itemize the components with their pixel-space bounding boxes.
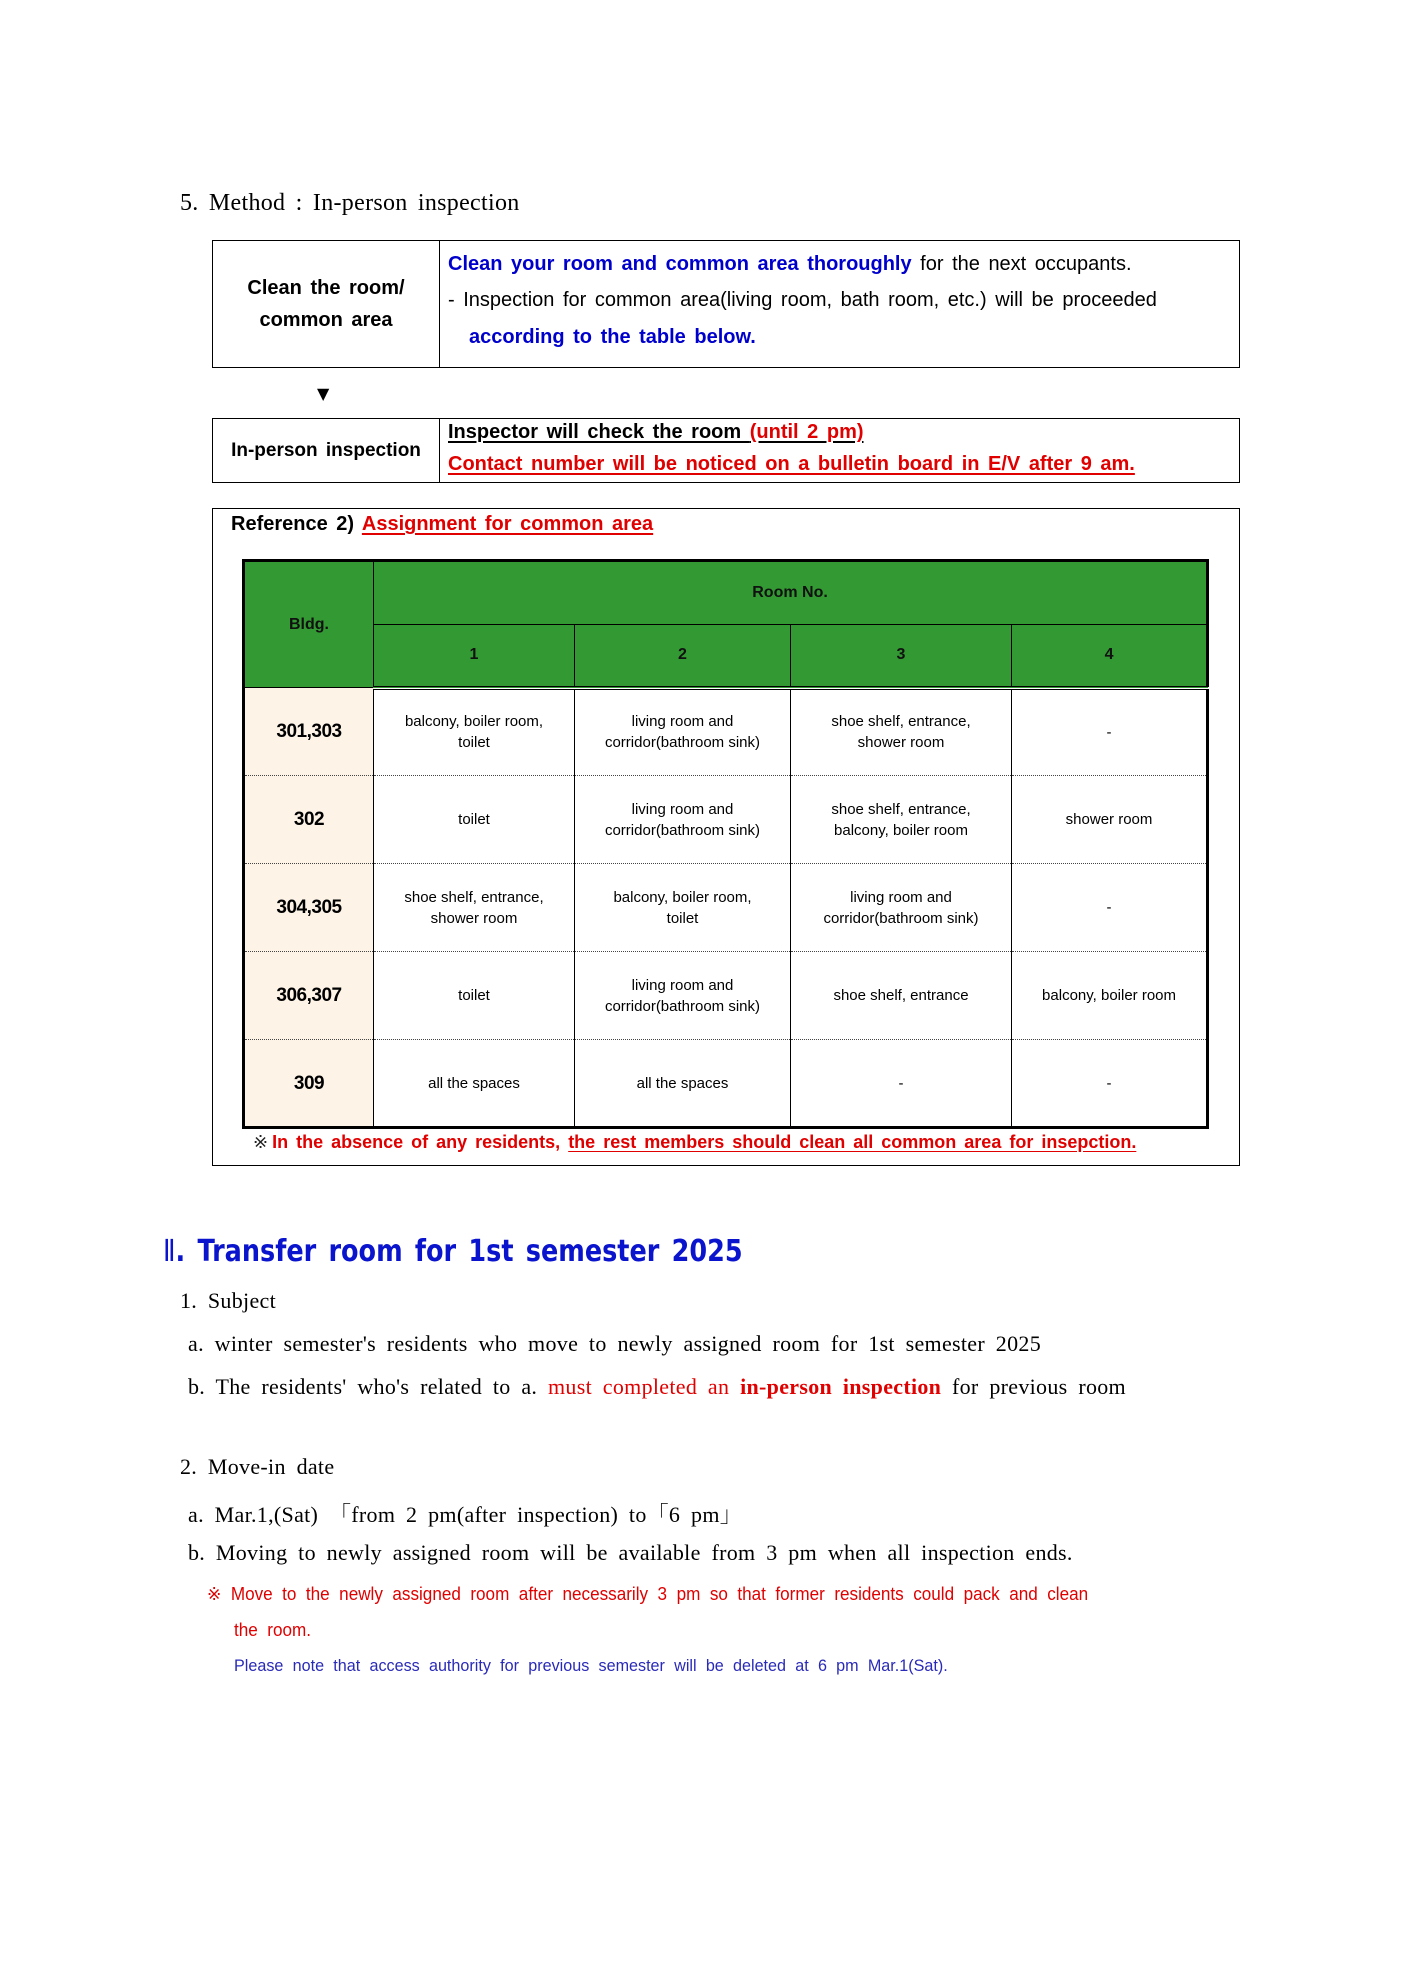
reference-box (212, 508, 1240, 1166)
section-numeral: Ⅱ (163, 1234, 176, 1269)
step-clean-label-line2: common area (259, 309, 393, 331)
note-mark-icon: ※ (253, 1132, 269, 1152)
step-in-person-inspection (212, 418, 1240, 483)
inspector-check-text (448, 421, 864, 444)
assignment-cell-line: - (1106, 899, 1112, 916)
clean-instruction-rest: for the next occupants. (911, 253, 1132, 275)
reference-prefix: Reference 2) (231, 513, 362, 535)
header-room-3: 3 (791, 625, 1012, 688)
section2-title-text: . Transfer room for 1st semester 2025 (175, 1234, 743, 1269)
assignment-cell-line: shower room (857, 734, 945, 752)
assignment-cell-room-3 (791, 952, 1012, 1040)
step-clean-label (213, 241, 440, 367)
assignment-cell-line: toilet (458, 987, 490, 1004)
assignment-cell-room-4 (1012, 776, 1208, 864)
subject-b-red-bold: in-person inspection (740, 1374, 942, 1399)
table-row (244, 864, 1208, 952)
move-in-note-line2: the room. (234, 1620, 311, 1640)
assignment-cell-room-1 (374, 776, 575, 864)
move-in-item-a: a. Mar.1,(Sat) 「from 2 pm(after inspection) to「6 pm」 (188, 1502, 743, 1527)
reference-title-text: Assignment for common area (361, 513, 654, 535)
assignment-cell-room-1 (374, 952, 575, 1040)
assignment-cell-line: toilet (458, 734, 490, 752)
assignment-cell-line: shower room (1065, 811, 1153, 828)
table-row (244, 688, 1208, 776)
arrow-down-icon: ▼ (317, 384, 330, 403)
assignment-cell-line: toilet (666, 909, 699, 927)
assignment-cell-room-3 (791, 864, 1012, 952)
step-clean-label-line1: Clean the room/ (247, 277, 405, 299)
assignment-cell-room-3 (791, 776, 1012, 864)
common-area-assignment-table (242, 559, 1209, 1129)
subject-heading: 1. Subject (180, 1288, 276, 1313)
subject-item-a: a. winter semester's residents who move to newly assigned room for 1st semester 2025 (188, 1331, 1042, 1356)
bldg-cell: 302 (244, 776, 374, 864)
according-to-table-text: according to the table below. (469, 326, 756, 348)
assignment-cell-line: balcony, boiler room (834, 821, 968, 839)
assignment-cell-line: corridor(bathroom sink) (604, 734, 761, 752)
table-row (244, 776, 1208, 864)
assignment-cell-line: shoe shelf, entrance, (831, 800, 971, 818)
assignment-cell-line: shower room (430, 909, 518, 927)
header-room-2: 2 (575, 625, 791, 688)
assignment-cell-line: balcony, boiler room (1042, 987, 1176, 1004)
assignment-cell-room-2 (575, 1040, 791, 1128)
header-bldg: Bldg. (244, 561, 374, 688)
assignment-cell-line: corridor(bathroom sink) (604, 821, 761, 839)
assignment-cell-room-2 (575, 952, 791, 1040)
step-clean-room (212, 240, 1240, 368)
contact-number-notice: Contact number will be noticed on a bulletin board in E/V after 9 am. (448, 453, 1135, 475)
step-inspection-description (440, 419, 1239, 482)
subject-b-text: b. The residents' who's related to a. (188, 1374, 549, 1399)
bldg-cell: 309 (244, 1040, 374, 1128)
table-row (244, 1040, 1208, 1128)
room-number-header-row (244, 625, 1208, 688)
absence-note-part2: the rest members should clean all common area for insepction. (568, 1132, 1137, 1152)
header-room-1: 1 (374, 625, 575, 688)
assignment-cell-room-2 (575, 776, 791, 864)
assignment-cell-line: living room and (850, 888, 952, 906)
reference-title (231, 513, 653, 536)
step-clean-description (440, 241, 1239, 367)
assignment-cell-room-2 (575, 864, 791, 952)
assignment-cell-room-1 (374, 1040, 575, 1128)
assignment-cell-room-1 (374, 688, 575, 776)
subject-b-rest: for previous room (941, 1374, 1126, 1399)
absence-note (253, 1132, 1136, 1153)
clean-instruction-emphasis: Clean your room and common area thoroughly (448, 253, 912, 275)
assignment-cell-line: - (1106, 1074, 1112, 1092)
assignment-cell-room-4 (1012, 952, 1208, 1040)
method-heading: 5. Method : In-person inspection (180, 190, 520, 216)
assignment-cell-room-4 (1012, 688, 1208, 776)
assignment-cell-room-2 (575, 688, 791, 776)
absence-note-part1: In the absence of any residents, (272, 1132, 569, 1152)
assignment-cell-line: toilet (458, 811, 490, 828)
clean-instruction (448, 253, 1132, 276)
assignment-cell-line: balcony, boiler room, (613, 888, 752, 906)
assignment-cell-line: - (898, 1074, 904, 1092)
assignment-cell-line: corridor(bathroom sink) (823, 909, 979, 927)
step-inspection-label: In-person inspection (213, 419, 440, 482)
assignment-cell-room-4 (1012, 1040, 1208, 1128)
move-in-item-b: b. Moving to newly assigned room will be available from 3 pm when all inspection ends. (188, 1540, 1073, 1565)
subject-item-b (188, 1374, 1126, 1400)
assignment-cell-room-3 (791, 1040, 1012, 1128)
subject-b-red: must completed an (548, 1374, 741, 1399)
assignment-cell-line: balcony, boiler room, (404, 713, 544, 731)
assignment-cell-line: shoe shelf, entrance, (831, 713, 971, 731)
assignment-cell-room-4 (1012, 864, 1208, 952)
assignment-cell-line: living room and (631, 713, 734, 731)
assignment-body (244, 688, 1208, 1128)
inspection-common-area-text: - Inspection for common area(living room, bath room, etc.) will be proceeded (448, 289, 1157, 311)
bldg-cell: 306,307 (244, 952, 374, 1040)
assignment-cell-line: all the spaces (428, 1074, 520, 1092)
assignment-cell-line: corridor(bathroom sink) (604, 997, 761, 1015)
header-room-4: 4 (1012, 625, 1208, 688)
access-authority-note: Please note that access authority for previous semester will be deleted at 6 pm Mar.1(Sat). (234, 1656, 948, 1675)
assignment-cell-line: shoe shelf, entrance (833, 987, 969, 1004)
bldg-cell: 304,305 (244, 864, 374, 952)
table-row (244, 952, 1208, 1040)
move-in-heading: 2. Move-in date (180, 1454, 335, 1479)
move-in-note-line1: ※ Move to the newly assigned room after necessarily 3 pm so that former residents could pack and clean (207, 1584, 1089, 1604)
assignment-cell-line: all the spaces (636, 1074, 729, 1092)
bldg-cell: 301,303 (244, 688, 374, 776)
assignment-cell-room-1 (374, 864, 575, 952)
inspection-deadline: (until 2 pm) (749, 421, 864, 443)
assignment-cell-line: living room and (631, 976, 734, 994)
assignment-cell-room-3 (791, 688, 1012, 776)
inspector-check-black: Inspector will check the room (448, 421, 750, 443)
assignment-cell-line: living room and (631, 800, 734, 818)
header-room-no: Room No. (374, 561, 1208, 625)
assignment-cell-line: shoe shelf, entrance, (404, 888, 544, 906)
assignment-cell-line: - (1106, 723, 1112, 741)
section2-heading (163, 1234, 743, 1269)
